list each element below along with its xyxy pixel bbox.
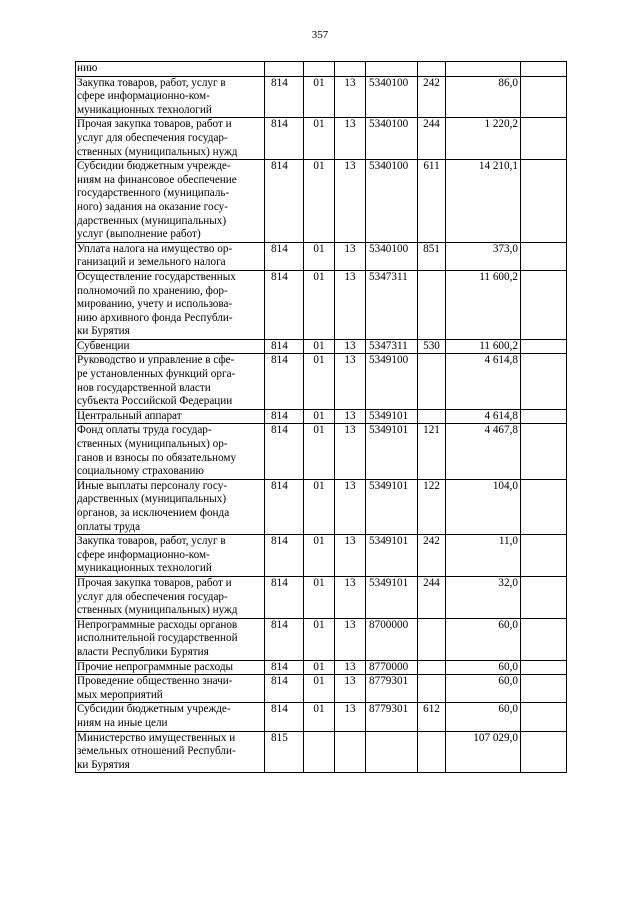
sum-cell: 4 614,8 (446, 354, 521, 409)
expense-name-cell: Прочая закупка товаров, работ и услуг для обеспечения государ- ственных (муниципальных) нужд (76, 576, 265, 618)
extra-cell (521, 160, 567, 243)
subsection-cell (335, 62, 366, 77)
table-row (76, 479, 567, 534)
table-row (76, 675, 567, 703)
table-row (76, 660, 567, 675)
ministry-code-cell: 815 (265, 731, 304, 773)
expense-type-cell: 121 (418, 424, 446, 479)
table-row (76, 618, 567, 660)
extra-cell (521, 703, 567, 731)
subsection-cell: 13 (335, 339, 366, 354)
ministry-code-cell: 814 (265, 660, 304, 675)
sum-cell: 4 467,8 (446, 424, 521, 479)
target-article-cell: 5349101 (366, 576, 418, 618)
ministry-code-cell: 814 (265, 242, 304, 270)
expense-type-cell (418, 660, 446, 675)
sum-cell: 86,0 (446, 76, 521, 118)
target-article-cell: 8779301 (366, 703, 418, 731)
target-article-cell: 5340100 (366, 242, 418, 270)
extra-cell (521, 479, 567, 534)
expense-name-cell: Прочие непрограммные расходы (76, 660, 265, 675)
expense-name-cell: Закупка товаров, работ, услуг в сфере информационно-ком- муникационных технологий (76, 76, 265, 118)
ministry-code-cell: 814 (265, 576, 304, 618)
ministry-code-cell: 814 (265, 409, 304, 424)
table-row (76, 62, 567, 77)
ministry-code-cell: 814 (265, 76, 304, 118)
extra-cell (521, 424, 567, 479)
target-article-cell: 5349101 (366, 479, 418, 534)
extra-cell (521, 242, 567, 270)
table-row (76, 118, 567, 160)
expense-type-cell (418, 618, 446, 660)
table-row (76, 270, 567, 339)
subsection-cell: 13 (335, 424, 366, 479)
target-article-cell: 5349101 (366, 424, 418, 479)
expense-name-cell: нию (76, 62, 265, 77)
section-cell: 01 (304, 535, 335, 577)
target-article-cell: 5349101 (366, 535, 418, 577)
section-cell: 01 (304, 479, 335, 534)
extra-cell (521, 618, 567, 660)
expense-type-cell (418, 409, 446, 424)
expense-name-cell: Осуществление государственных полномочий по хранению, фор- мированию, учету и использова- нию архивного фонда Республи- ки Бурятия (76, 270, 265, 339)
section-cell: 01 (304, 424, 335, 479)
subsection-cell (335, 731, 366, 773)
extra-cell (521, 409, 567, 424)
target-article-cell: 5349101 (366, 409, 418, 424)
sum-cell: 60,0 (446, 660, 521, 675)
expense-type-cell: 244 (418, 576, 446, 618)
extra-cell (521, 118, 567, 160)
sum-cell: 107 029,0 (446, 731, 521, 773)
ministry-code-cell: 814 (265, 535, 304, 577)
section-cell: 01 (304, 409, 335, 424)
ministry-code-cell: 814 (265, 118, 304, 160)
sum-cell: 14 210,1 (446, 160, 521, 243)
expense-type-cell: 242 (418, 535, 446, 577)
target-article-cell: 5347311 (366, 339, 418, 354)
expense-name-cell: Непрограммные расходы органов исполнительной государственной власти Республики Бурятия (76, 618, 265, 660)
extra-cell (521, 576, 567, 618)
subsection-cell: 13 (335, 354, 366, 409)
table-row (76, 339, 567, 354)
expense-name-cell: Фонд оплаты труда государ- ственных (муниципальных) ор- ганов и взносы по обязательному социальному страхованию (76, 424, 265, 479)
subsection-cell: 13 (335, 660, 366, 675)
target-article-cell: 8770000 (366, 660, 418, 675)
expense-name-cell: Прочая закупка товаров, работ и услуг для обеспечения государ- ственных (муниципальных) нужд (76, 118, 265, 160)
subsection-cell: 13 (335, 618, 366, 660)
expense-type-cell (418, 62, 446, 77)
subsection-cell: 13 (335, 703, 366, 731)
expense-name-cell: Центральный аппарат (76, 409, 265, 424)
sum-cell: 11 600,2 (446, 339, 521, 354)
extra-cell (521, 62, 567, 77)
subsection-cell: 13 (335, 160, 366, 243)
section-cell: 01 (304, 76, 335, 118)
expense-type-cell: 122 (418, 479, 446, 534)
subsection-cell: 13 (335, 675, 366, 703)
table-row (76, 703, 567, 731)
subsection-cell: 13 (335, 242, 366, 270)
expense-type-cell: 851 (418, 242, 446, 270)
expense-name-cell: Министерство имущественных и земельных отношений Республи- ки Бурятия (76, 731, 265, 773)
target-article-cell: 5340100 (366, 76, 418, 118)
sum-cell: 60,0 (446, 675, 521, 703)
extra-cell (521, 535, 567, 577)
table-row (76, 76, 567, 118)
expense-type-cell (418, 270, 446, 339)
extra-cell (521, 339, 567, 354)
table-row (76, 576, 567, 618)
target-article-cell (366, 62, 418, 77)
subsection-cell: 13 (335, 409, 366, 424)
expense-type-cell (418, 354, 446, 409)
sum-cell: 32,0 (446, 576, 521, 618)
sum-cell: 373,0 (446, 242, 521, 270)
target-article-cell: 8779301 (366, 675, 418, 703)
table-row (76, 424, 567, 479)
ministry-code-cell: 814 (265, 354, 304, 409)
table-row (76, 731, 567, 773)
page-number: 357 (311, 29, 329, 41)
sum-cell: 1 220,2 (446, 118, 521, 160)
ministry-code-cell: 814 (265, 618, 304, 660)
table-row (76, 242, 567, 270)
subsection-cell: 13 (335, 535, 366, 577)
table-body (76, 62, 567, 773)
subsection-cell: 13 (335, 118, 366, 160)
section-cell: 01 (304, 660, 335, 675)
ministry-code-cell: 814 (265, 703, 304, 731)
sum-cell: 11,0 (446, 535, 521, 577)
subsection-cell: 13 (335, 76, 366, 118)
section-cell: 01 (304, 242, 335, 270)
expense-name-cell: Субсидии бюджетным учрежде- ниям на иные цели (76, 703, 265, 731)
subsection-cell: 13 (335, 270, 366, 339)
expense-type-cell: 244 (418, 118, 446, 160)
sum-cell: 4 614,8 (446, 409, 521, 424)
extra-cell (521, 731, 567, 773)
section-cell: 01 (304, 354, 335, 409)
extra-cell (521, 76, 567, 118)
table-row (76, 535, 567, 577)
expense-name-cell: Закупка товаров, работ, услуг в сфере информационно-ком- муникационных технологий (76, 535, 265, 577)
expense-type-cell: 612 (418, 703, 446, 731)
section-cell: 01 (304, 270, 335, 339)
expense-name-cell: Иные выплаты персоналу госу- дарственных (муниципальных) органов, за исключением фонда оплаты труда (76, 479, 265, 534)
target-article-cell: 5349100 (366, 354, 418, 409)
sum-cell: 60,0 (446, 618, 521, 660)
section-cell: 01 (304, 339, 335, 354)
section-cell: 01 (304, 576, 335, 618)
section-cell (304, 731, 335, 773)
expense-name-cell: Уплата налога на имущество ор- ганизаций и земельного налога (76, 242, 265, 270)
ministry-code-cell: 814 (265, 270, 304, 339)
expense-name-cell: Субвенции (76, 339, 265, 354)
section-cell: 01 (304, 160, 335, 243)
extra-cell (521, 354, 567, 409)
table-row (76, 354, 567, 409)
target-article-cell: 5340100 (366, 118, 418, 160)
extra-cell (521, 270, 567, 339)
sum-cell: 104,0 (446, 479, 521, 534)
extra-cell (521, 660, 567, 675)
section-cell: 01 (304, 703, 335, 731)
expense-type-cell (418, 731, 446, 773)
expense-name-cell: Руководство и управление в сфе- ре установленных функций орга- нов государственной власти субъекта Российской Федерации (76, 354, 265, 409)
expense-name-cell: Субсидии бюджетным учрежде- ниям на финансовое обеспечение государственного (муниципаль- ного) задания на оказание госу- дарственных (муниципальных) услуг (выполнение работ) (76, 160, 265, 243)
expense-type-cell: 242 (418, 76, 446, 118)
sum-cell: 11 600,2 (446, 270, 521, 339)
section-cell: 01 (304, 675, 335, 703)
ministry-code-cell: 814 (265, 339, 304, 354)
ministry-code-cell: 814 (265, 424, 304, 479)
ministry-code-cell (265, 62, 304, 77)
ministry-code-cell: 814 (265, 675, 304, 703)
target-article-cell: 8700000 (366, 618, 418, 660)
extra-cell (521, 675, 567, 703)
table-row (76, 409, 567, 424)
section-cell: 01 (304, 618, 335, 660)
section-cell: 01 (304, 118, 335, 160)
sum-cell: 60,0 (446, 703, 521, 731)
target-article-cell: 5340100 (366, 160, 418, 243)
expense-type-cell (418, 675, 446, 703)
subsection-cell: 13 (335, 479, 366, 534)
target-article-cell (366, 731, 418, 773)
sum-cell (446, 62, 521, 77)
target-article-cell: 5347311 (366, 270, 418, 339)
subsection-cell: 13 (335, 576, 366, 618)
table-row (76, 160, 567, 243)
expense-name-cell: Проведение общественно значи- мых мероприятий (76, 675, 265, 703)
ministry-code-cell: 814 (265, 160, 304, 243)
budget-table (75, 61, 567, 773)
expense-type-cell: 611 (418, 160, 446, 243)
expense-type-cell: 530 (418, 339, 446, 354)
ministry-code-cell: 814 (265, 479, 304, 534)
section-cell (304, 62, 335, 77)
